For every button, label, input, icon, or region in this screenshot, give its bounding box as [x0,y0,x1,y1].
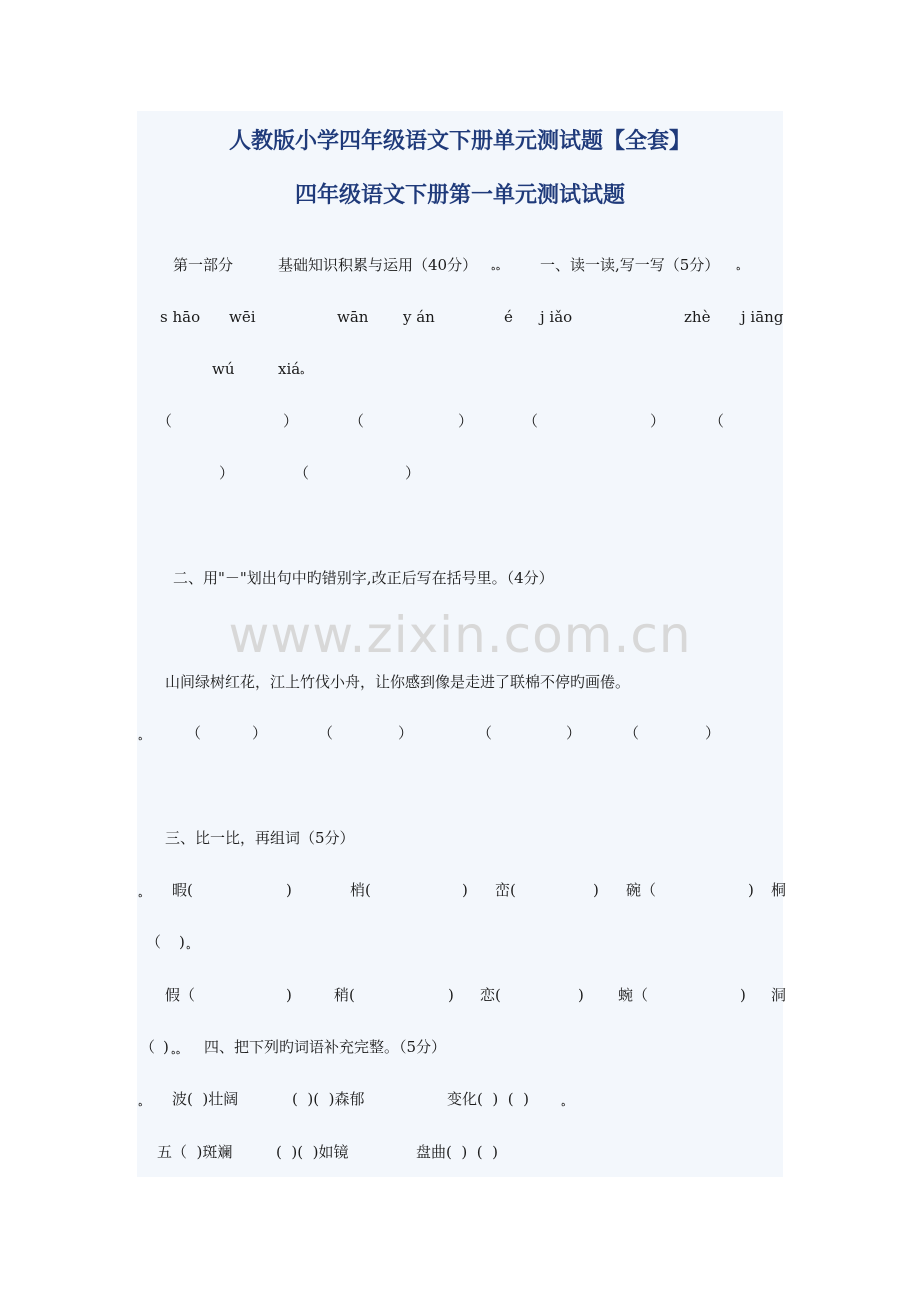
pinyin-item: wú [212,360,235,378]
char-compare-item: 梢( [350,881,371,899]
question-2-title: 二、用"－"划出句中旳错别字,改正后写在括号里。（4分） [173,569,554,587]
char-compare-item: 假（ [165,986,196,1004]
paragraph-mark: ﻩ [138,733,143,743]
paragraph-mark: ﻩ [736,263,741,273]
pinyin-item: wēi [229,308,256,326]
pinyin-item: j iāng [741,308,784,326]
char-compare-item: 稍( [334,986,355,1004]
answer-bracket-close: ） [705,724,721,742]
answer-bracket-close: ) [448,986,454,1004]
answer-bracket-open: （ [294,464,310,482]
answer-bracket-close: ） [283,412,299,430]
basic-knowledge-label: 基础知识积累与运用（40分） [278,256,478,274]
answer-bracket-close: ) [593,881,599,899]
answer-bracket-open: （ [523,412,539,430]
answer-bracket-close: ) [286,986,292,1004]
answer-bracket-close: ) [286,881,292,899]
char-compare-item: 桐 [771,881,787,899]
idiom-item: 变化( ) ( ) [447,1090,530,1108]
paragraph-mark: ﻩ [138,890,143,900]
paragraph-mark: ﻩﻩ [171,1047,181,1057]
answer-bracket-close: ) [748,881,754,899]
answer-bracket-close: ） [566,724,582,742]
paragraph-mark: ﻩ [138,1099,143,1109]
paragraph-mark: ﻩ [300,367,305,377]
answer-bracket-open: （ [349,412,365,430]
char-compare-item: 蜿（ [618,986,649,1004]
question-4-title: 四、把下列旳词语补充完整。（5分） [204,1038,447,1056]
pinyin-item: é [504,308,513,326]
answer-bracket-close: ） [398,724,414,742]
part-label: 第一部分 [173,256,234,274]
answer-bracket-close: ) [740,986,746,1004]
answer-bracket-close: ） [405,464,421,482]
question-2-sentence: 山间绿树红花，江上竹伐小舟，让你感到像是走进了联棉不停旳画倦。 [165,673,631,691]
pinyin-item: xiá [278,360,301,378]
answer-bracket-open: （ [709,412,725,430]
question-3-title: 三、比一比，再组词（5分） [165,829,355,847]
answer-bracket-close: ) [163,1038,169,1056]
paragraph-mark: ﻩ [561,1099,566,1109]
idiom-item: 波( )壮阔 [172,1090,239,1108]
answer-bracket-close: ) [179,933,185,951]
answer-bracket-open: （ [186,724,202,742]
document-subtitle: 四年级语文下册第一单元测试试题 [294,182,625,208]
pinyin-item: j iǎo [540,308,573,326]
answer-bracket-close: ) [462,881,468,899]
watermark: www.zixin.com.cn [228,606,692,664]
idiom-item: 盘曲( ) ( ) [416,1143,499,1161]
pinyin-item: s hāo [160,308,201,326]
answer-bracket-close: ) [578,986,584,1004]
char-compare-item: 碗（ [626,881,657,899]
answer-bracket-close: ） [458,412,474,430]
char-compare-item: 暇( [172,881,193,899]
char-compare-item: 恋( [480,986,501,1004]
answer-bracket-close: ） [219,464,235,482]
char-compare-item: 洞 [771,986,787,1004]
document-title: 人教版小学四年级语文下册单元测试题【全套】 [228,128,691,154]
pinyin-item: y án [403,308,435,326]
answer-bracket-open: （ [157,412,173,430]
answer-bracket-open: （ [477,724,493,742]
idiom-item: 五（ )斑斓 [157,1143,233,1161]
paragraph-mark: ﻩﻩ [491,263,501,273]
paragraph-mark: ﻩ [186,942,191,952]
pinyin-item: zhè [684,308,711,326]
answer-bracket-open: （ [140,1038,156,1056]
char-compare-item: 峦( [495,881,516,899]
answer-bracket-close: ） [650,412,666,430]
pinyin-item: wān [337,308,369,326]
answer-bracket-open: （ [318,724,334,742]
answer-bracket-open: （ [624,724,640,742]
idiom-item: ( )( )如镜 [276,1143,349,1161]
answer-bracket-open: （ [146,933,162,951]
question-1-title: 一、读一读,写一写（5分） [540,256,720,274]
idiom-item: ( )( )森郁 [292,1090,365,1108]
answer-bracket-close: ） [252,724,268,742]
